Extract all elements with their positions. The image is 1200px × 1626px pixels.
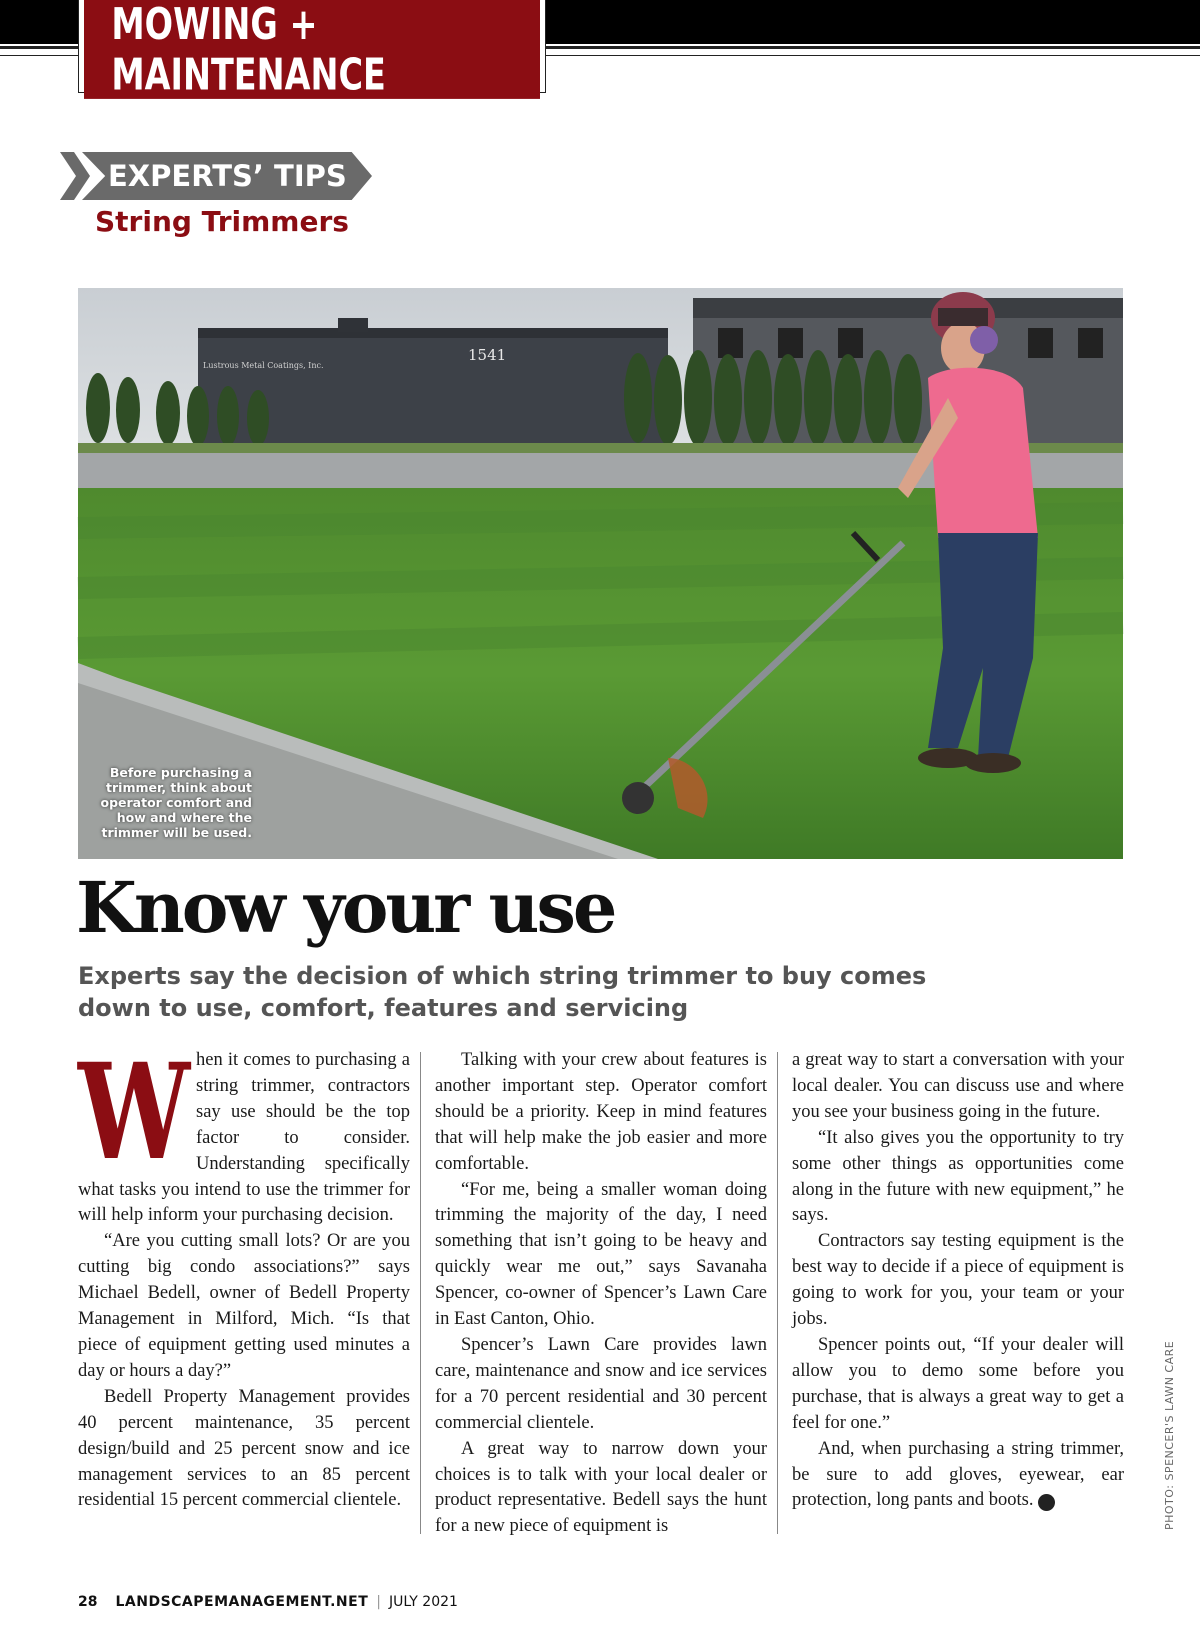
paragraph: “It also gives you the opportunity to try some other things as opportunities come along in the future with new equipment,” he says. (792, 1127, 1124, 1226)
article-column-1 (76, 1035, 410, 1514)
page-number: 28 (78, 1594, 98, 1610)
paragraph-text: And, when purchasing a string trimmer, be sure to add gloves, eyewear, ear protection, long pants and boots. (792, 1438, 1124, 1511)
drop-cap-letter: W (76, 1035, 192, 1190)
article-deck: Experts say the decision of which string trimmer to buy comes down to use, comfort, features and servicing (78, 962, 927, 1022)
tips-banner-label: EXPERTS’ TIPS (108, 159, 347, 193)
paragraph: “For me, being a smaller woman doing trimming the majority of the day, I need something that isn’t going to be heavy and quickly wear me out,” says Savanaha Spencer, co-owner of Spencer’s Lawn Care in East Canton, Ohio. (435, 1179, 767, 1330)
paragraph: Contractors say testing equipment is the best way to decide if a piece of equipment is going to work for you, your team or your jobs. (792, 1231, 1124, 1330)
paragraph: a great way to start a conversation with your local dealer. You can discuss use and where you see your business going in the future. (792, 1050, 1124, 1122)
column-divider (777, 1052, 778, 1534)
paragraph: A great way to narrow down your choices is to talk with your local dealer or product representative. Bedell says the hunt for a new piece of equipment is (435, 1438, 767, 1537)
paragraph (792, 1437, 1124, 1515)
column-divider (420, 1052, 421, 1534)
footer-site: LANDSCAPEMANAGEMENT.NET (115, 1594, 369, 1610)
drop-cap (76, 1035, 192, 1190)
paragraph: Spencer points out, “If your dealer will allow you to demo some before you purchase, that is always a great way to get a feel for one.” (792, 1334, 1124, 1433)
paragraph: “Are you cutting small lots? Or are you cutting big condo associations?” says Michael Bedell, owner of Bedell Property Management in Milford, Mich. “Is that piece of equipment getting used minutes a day or hours a day?” (78, 1231, 410, 1381)
footer-separator: | (376, 1594, 381, 1610)
end-mark-icon: LM (1038, 1494, 1055, 1511)
paragraph: Bedell Property Management provides 40 percent maintenance, 35 percent design/build and 25 percent snow and ice management services to an 85 percent residential 15 percent commercial clientele. (78, 1386, 410, 1511)
article-headline: Know your use (76, 866, 615, 949)
photo-credit: PHOTO: SPENCER'S LAWN CARE (1163, 1340, 1176, 1530)
section-tab (84, 0, 540, 99)
paragraph: Talking with your crew about features is another important step. Operator comfort should be a priority. Keep in mind features that will help make the job easier and more comfortable. (435, 1050, 767, 1174)
section-title: MOWING + MAINTENANCE (111, 0, 386, 101)
building-sign: Lustrous Metal Coatings, Inc. (203, 361, 324, 370)
building-number: 1541 (468, 346, 507, 364)
paragraph: hen it comes to purchasing a string trimmer, contractors say use should be the top factor to consider. Understanding specifically what tasks you intend to use the trimmer for will help inform your purchasing decision. (78, 1050, 410, 1226)
footer-date: JULY 2021 (388, 1594, 458, 1610)
article-column-2 (435, 1048, 767, 1540)
topic-title: String Trimmers (95, 205, 349, 238)
photo-caption: Before purchasing a trimmer, think about operator comfort and how and where the trimmer will be used. (100, 765, 252, 840)
page-footer (78, 1594, 458, 1610)
paragraph: Spencer’s Lawn Care provides lawn care, maintenance and snow and ice services for a 70 percent residential and 30 percent commercial clientele. (435, 1334, 767, 1433)
article-column-3 (792, 1048, 1124, 1514)
